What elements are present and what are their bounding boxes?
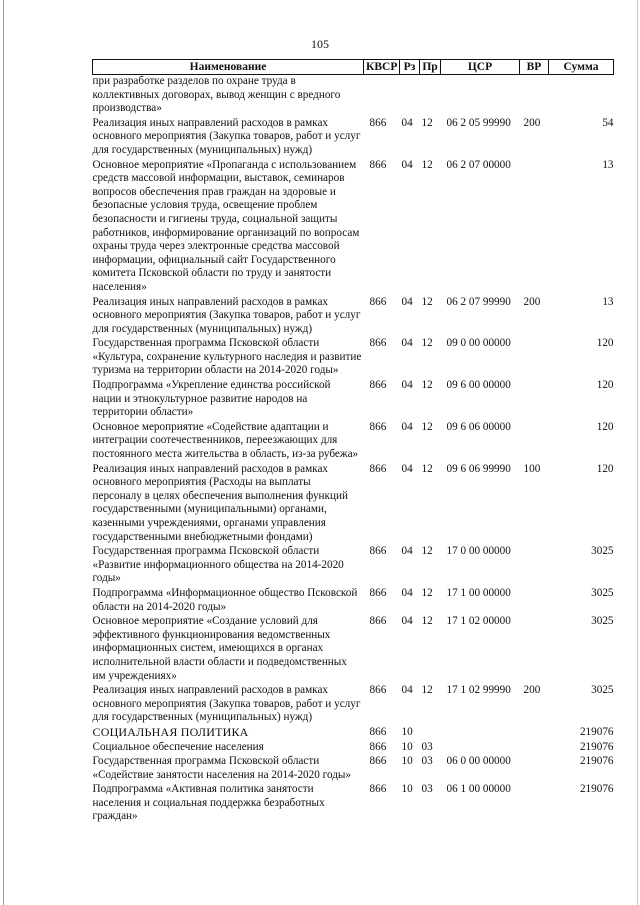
cell-pr xyxy=(420,75,441,117)
table-row xyxy=(93,741,614,756)
cell-sum: 3025 xyxy=(591,615,614,628)
cell-pr: 03 xyxy=(421,740,433,753)
table-row xyxy=(93,615,614,684)
table-row xyxy=(93,684,614,726)
table-row xyxy=(93,726,614,741)
cell-sum: 120 xyxy=(596,379,614,392)
cell-sum: 3025 xyxy=(591,586,614,599)
cell-csr: 17 0 00 00000 xyxy=(446,545,511,558)
cell-sum: 120 xyxy=(596,337,614,350)
cell-vr: 200 xyxy=(523,684,541,697)
cell-vr xyxy=(520,159,549,296)
cell-sum: 3025 xyxy=(591,684,614,697)
table-row xyxy=(93,783,614,825)
cell-kvsr: 866 xyxy=(369,615,387,628)
cell-kvsr: 866 xyxy=(369,725,387,738)
cell-name: при разработке разделов по охране труда в коллективных договорах, вывод женщин с вредного производства» xyxy=(92,75,341,115)
cell-kvsr: 866 xyxy=(369,586,387,599)
cell-csr: 17 1 00 00000 xyxy=(446,586,511,599)
cell-rz: 04 xyxy=(401,462,413,475)
cell-vr xyxy=(520,726,549,741)
cell-name: Основное мероприятие «Создание условий для эффективного функционирования ведомственных информационных систем, имеющихся в органах исполнительной власти области и подведомственных им учреждениях» xyxy=(92,615,347,682)
cell-csr xyxy=(441,75,520,117)
cell-name: Реализация иных направлений расходов в рамках основного мероприятия (Расходы на выплаты персоналу в целях обеспечения выполнения функций государственными (муниципальными) органами, казенными учреждениями, органами управления государственными внебюджетными фондами) xyxy=(92,462,348,543)
cell-pr: 03 xyxy=(421,783,433,796)
cell-pr: 12 xyxy=(421,337,433,350)
scan-edge-left xyxy=(3,0,4,905)
cell-sum: 13 xyxy=(602,158,614,171)
cell-csr: 06 2 05 99990 xyxy=(446,116,511,129)
scan-edge-right xyxy=(637,0,638,905)
table-row xyxy=(93,545,614,587)
cell-vr: 200 xyxy=(523,295,541,308)
cell-csr: 17 1 02 99990 xyxy=(446,684,511,697)
cell-pr: 12 xyxy=(421,615,433,628)
cell-vr xyxy=(520,421,549,463)
cell-pr: 12 xyxy=(421,295,433,308)
cell-name: Реализация иных направлений расходов в рамках основного мероприятия (Закупка товаров, работ и услуг для государственных (муниципальных) нужд) xyxy=(92,116,361,156)
cell-kvsr: 866 xyxy=(369,684,387,697)
cell-sum: 13 xyxy=(602,295,614,308)
cell-pr: 12 xyxy=(421,462,433,475)
table-body xyxy=(93,75,614,826)
cell-vr xyxy=(520,587,549,615)
cell-rz: 04 xyxy=(401,615,413,628)
cell-sum: 219076 xyxy=(579,783,614,796)
cell-sum: 219076 xyxy=(579,755,614,768)
cell-pr xyxy=(420,726,441,741)
cell-name: Социальное обеспечение населения xyxy=(92,740,264,753)
cell-pr: 12 xyxy=(421,158,433,171)
cell-rz: 04 xyxy=(401,586,413,599)
cell-sum xyxy=(549,75,614,117)
budget-table xyxy=(92,59,614,825)
table-row xyxy=(93,755,614,783)
cell-csr: 09 6 00 00000 xyxy=(446,379,511,392)
cell-pr: 12 xyxy=(421,586,433,599)
table-row xyxy=(93,337,614,379)
cell-kvsr: 866 xyxy=(369,545,387,558)
cell-csr: 17 1 02 00000 xyxy=(446,615,511,628)
cell-kvsr: 866 xyxy=(369,755,387,768)
table-row xyxy=(93,587,614,615)
table-row xyxy=(93,296,614,338)
cell-sum: 54 xyxy=(602,116,614,129)
cell-rz: 04 xyxy=(401,545,413,558)
cell-name: Основное мероприятие «Пропаганда с использованием средств массовой информации, выставок, семинаров вопросов обеспечения прав граждан на здоровые и безопасные условия труда, освещение проблем безопасности и гигиены труда, социальной защиты работников, информирование организаций по вопросам охраны труда через электронные средства массовой информации, официальный сайт Государственного комитета Псковской области по труду и занятости населения» xyxy=(92,158,360,293)
cell-sum: 120 xyxy=(596,420,614,433)
cell-kvsr: 866 xyxy=(369,295,387,308)
cell-pr: 03 xyxy=(421,755,433,768)
cell-vr: 100 xyxy=(523,462,541,475)
cell-rz: 10 xyxy=(401,740,413,753)
table-row xyxy=(93,421,614,463)
table-row xyxy=(93,75,614,117)
cell-name: Реализация иных направлений расходов в рамках основного мероприятия (Закупка товаров, работ и услуг для государственных (муниципальных) нужд) xyxy=(92,684,361,724)
cell-name: Государственная программа Псковской области «Культура, сохранение культурного наследия и развитие туризма на территории области на 2014-2020 годы» xyxy=(92,337,362,377)
cell-vr xyxy=(520,545,549,587)
table-row xyxy=(93,117,614,159)
cell-vr xyxy=(520,741,549,756)
cell-pr: 12 xyxy=(421,545,433,558)
cell-rz: 10 xyxy=(401,725,413,738)
page-number: 105 xyxy=(311,37,329,51)
cell-rz: 04 xyxy=(401,684,413,697)
cell-kvsr: 866 xyxy=(369,337,387,350)
cell-rz: 10 xyxy=(401,783,413,796)
cell-rz: 04 xyxy=(401,158,413,171)
cell-rz: 04 xyxy=(401,420,413,433)
cell-rz: 04 xyxy=(401,116,413,129)
cell-name: Государственная программа Псковской области «Развитие информационного общества на 2014-2020 годы» xyxy=(92,545,344,585)
table-row xyxy=(93,159,614,296)
cell-pr: 12 xyxy=(421,684,433,697)
header-rz: Рз xyxy=(400,60,420,75)
cell-csr xyxy=(441,726,520,741)
table-row xyxy=(93,463,614,546)
header-pr: Пр xyxy=(420,60,441,75)
cell-rz: 04 xyxy=(401,379,413,392)
cell-name: Государственная программа Псковской области «Содействие занятости населения на 2014-2020 годы» xyxy=(92,755,352,781)
header-csr: ЦСР xyxy=(441,60,520,75)
table-header xyxy=(93,60,614,75)
cell-vr xyxy=(520,755,549,783)
cell-name: Подпрограмма «Укрепление единства российской нации и этнокультурное развитие народов на территории области» xyxy=(92,379,331,419)
cell-kvsr: 866 xyxy=(369,379,387,392)
cell-name: Реализация иных направлений расходов в рамках основного мероприятия (Закупка товаров, работ и услуг для государственных (муниципальных) нужд) xyxy=(92,295,361,335)
cell-vr xyxy=(520,379,549,421)
cell-rz: 10 xyxy=(401,755,413,768)
cell-pr: 12 xyxy=(421,420,433,433)
cell-pr: 12 xyxy=(421,379,433,392)
header-name: Наименование xyxy=(93,60,364,75)
cell-vr xyxy=(520,337,549,379)
cell-rz: 04 xyxy=(401,295,413,308)
header-vr: ВР xyxy=(520,60,549,75)
cell-rz: 04 xyxy=(401,337,413,350)
cell-kvsr xyxy=(364,75,400,117)
cell-csr: 06 0 00 00000 xyxy=(446,755,511,768)
cell-vr xyxy=(520,783,549,825)
cell-csr: 09 6 06 00000 xyxy=(446,420,511,433)
cell-sum: 120 xyxy=(596,462,614,475)
cell-csr xyxy=(441,741,520,756)
header-sum: Сумма xyxy=(549,60,614,75)
cell-vr xyxy=(520,75,549,117)
cell-vr: 200 xyxy=(523,116,541,129)
cell-sum: 219076 xyxy=(579,725,614,738)
cell-kvsr: 866 xyxy=(369,462,387,475)
header-kvsr: КВСР xyxy=(364,60,400,75)
cell-csr: 06 1 00 00000 xyxy=(446,783,511,796)
table-row xyxy=(93,379,614,421)
cell-name: Подпрограмма «Информационное общество Псковской области на 2014-2020 годы» xyxy=(92,586,358,613)
cell-kvsr: 866 xyxy=(369,158,387,171)
cell-pr: 12 xyxy=(421,116,433,129)
cell-vr xyxy=(520,615,549,684)
cell-sum: 219076 xyxy=(579,740,614,753)
cell-rz xyxy=(400,75,420,117)
cell-kvsr: 866 xyxy=(369,783,387,796)
cell-csr: 06 2 07 00000 xyxy=(446,158,511,171)
cell-csr: 09 6 06 99990 xyxy=(446,462,511,475)
cell-kvsr: 866 xyxy=(369,116,387,129)
cell-csr: 06 2 07 99990 xyxy=(446,295,511,308)
cell-kvsr: 866 xyxy=(369,420,387,433)
cell-name: Основное мероприятие «Содействие адаптации и интеграции соотечественников, переезжающих для постоянного места жительства в область, из-за рубежа» xyxy=(92,420,359,461)
cell-name: СОЦИАЛЬНАЯ ПОЛИТИКА xyxy=(92,724,249,739)
cell-name: Подпрограмма «Активная политика занятости населения и социальная поддержка безработных граждан» xyxy=(92,783,325,823)
cell-kvsr: 866 xyxy=(369,740,387,753)
cell-csr: 09 0 00 00000 xyxy=(446,337,511,350)
cell-sum: 3025 xyxy=(591,545,614,558)
